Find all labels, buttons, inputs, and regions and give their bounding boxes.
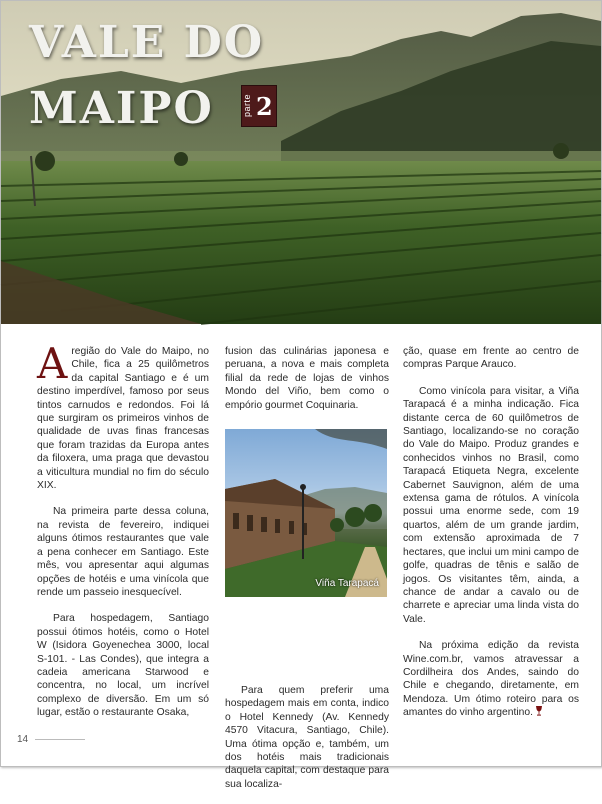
winery-building-illustration	[225, 429, 387, 597]
paragraph: ção, quase em frente ao centro de compras Parque Arauco.	[403, 346, 579, 371]
paragraph-text: região do Vale do Maipo, no Chile, fica a 25 quilômetros da capital Santiago e é um destino imperdível, famoso por seus tintos carnudos e redondos. Foi lá que surgiram os primeiros vinhos de qualidade de uvas finas francesas que foram trazidas da Europa antes da filoxera, uma praga que devastou a viticultura mundial no fim do século XIX.	[37, 346, 209, 492]
paragraph-text: Na próxima edição da revista Wine.com.br, vamos atravessar a Cordilheira dos Andes, saindo do Chile e chegando, diretamente, em Mendoza. Um ótimo roteiro para os amantes do vinho argentino.	[403, 640, 579, 719]
drop-cap: A	[37, 339, 68, 388]
title-line-2: MAIPO	[29, 83, 214, 134]
paragraph: Para quem preferir uma hospedagem mais em conta, indico o Hotel Kennedy (Av. Kennedy 4570 Vitacura, Santiago, Chile). Uma ótima opção e, também, um dos hotéis mais tradicionais daquela capital, com destaque para sua localiza-	[225, 685, 389, 790]
part-badge	[241, 85, 277, 127]
photo-caption: Viña Tarapacá	[315, 578, 379, 589]
paragraph: fusion das culinárias japonesa e peruana, a nova e mais completa filial da rede de lojas de vinhos Mondo del Viño, bem como o empório gourmet Coquinaria.	[225, 346, 389, 411]
part-word: parte	[242, 94, 252, 118]
winery-photo	[225, 429, 387, 597]
paragraph: Para hospedagem, Santiago possui ótimos hotéis, como o Hotel W (Isidora Goyenechea 3000, local S-101. - Las Condes), que integra a cadeia americana Starwood e concentra, no local, um incrível complexo de diversão. Em um só lugar, estão o restaurante Osaka,	[37, 613, 209, 719]
footer-rule	[35, 739, 85, 740]
page-number: 14	[17, 734, 29, 745]
text-column-3	[403, 345, 579, 733]
paragraph	[403, 639, 579, 719]
article-title	[29, 15, 264, 137]
vineyard-hero-photo	[1, 1, 601, 324]
part-number: 2	[256, 91, 273, 121]
wine-glass-icon	[535, 706, 543, 716]
paragraph: Na primeira parte dessa coluna, na revista de fevereiro, indiquei alguns ótimos restaurantes que vale a pena conhecer em Santiago. Este mês, vou apresentar aqui algumas opções de hotéis e uma vinícola que rende um passeio inesquecível.	[37, 506, 209, 598]
title-line-1: VALE DO	[29, 17, 265, 68]
paragraph	[37, 339, 209, 492]
text-column-1	[37, 339, 209, 733]
paragraph: Como vinícola para visitar, a Viña Tarapacá é a minha indicação. Fica distante cerca de 60 quilômetros de Santiago, localizando-se no coração do Vale do Maipo. Produz grandes e conhecidos vinhos no Brasil, como Tarapacá Etiqueta Negra, excelente Cabernet Sauvignon, além de uma extensa gama de rótulos. A vinícola possui uma enorme sede, com 19 quartos, além de um grande jardim, com extensão aproximada de 7 hectares, que inclui um mini campo de golfe, quadras de tênis e salão de jogos. Os visitantes têm, ainda, a chance de andar a cavalo ou de charrete e apreciar uma linda vista do Vale.	[403, 385, 579, 625]
